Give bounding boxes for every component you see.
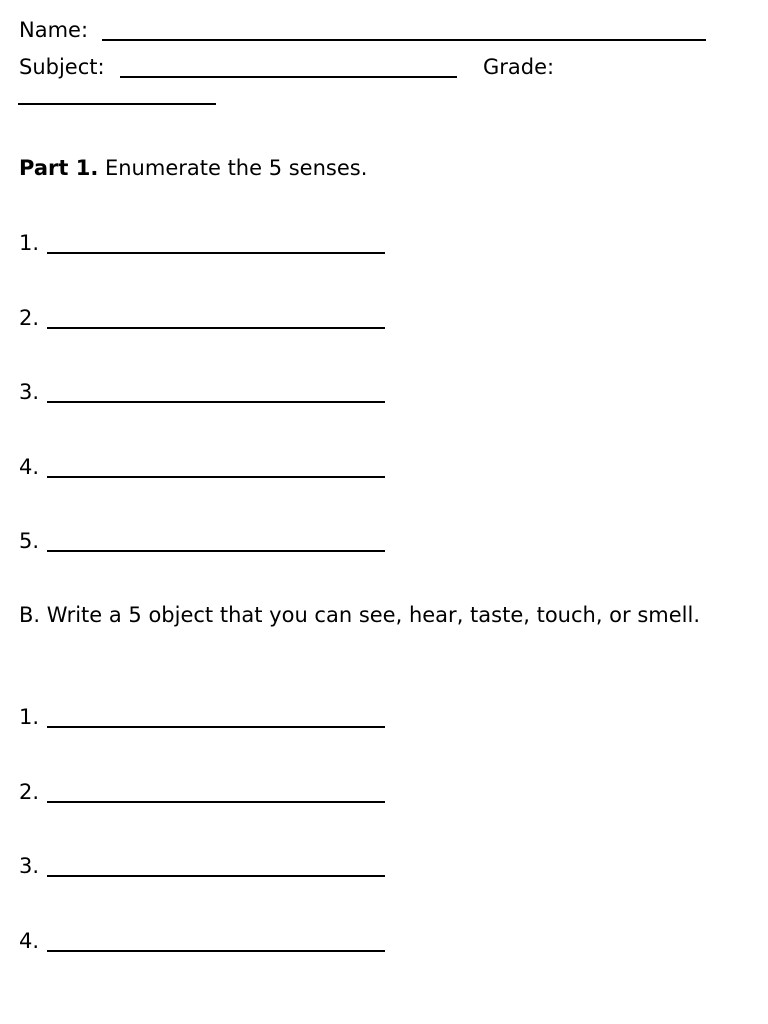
part1-heading-bold: Part 1.: [19, 156, 99, 180]
part1-answer-blank-5[interactable]: [47, 550, 385, 552]
part1-answer-blank-3[interactable]: [47, 401, 385, 403]
part2-item-number: 3.: [19, 854, 40, 878]
part1-answer-blank-1[interactable]: [47, 252, 385, 254]
part2-heading: B. Write a 5 object that you can see, hear, taste, touch, or smell.: [19, 603, 701, 627]
name-blank[interactable]: [102, 39, 706, 41]
part1-item-number: 1.: [19, 231, 40, 255]
part2-answer-blank-3[interactable]: [47, 875, 385, 877]
part2-answer-blank-1[interactable]: [47, 726, 385, 728]
part1-answer-blank-4[interactable]: [47, 476, 385, 478]
part1-answer-blank-2[interactable]: [47, 327, 385, 329]
name-label: Name:: [19, 18, 89, 42]
part1-item-number: 5.: [19, 529, 40, 553]
part2-item-number: 4.: [19, 929, 40, 953]
subject-label: Subject:: [19, 55, 105, 79]
part1-heading-text: Enumerate the 5 senses.: [98, 156, 368, 180]
part1-item-number: 2.: [19, 306, 40, 330]
part1-item-number: 4.: [19, 455, 40, 479]
part2-item-number: 1.: [19, 705, 40, 729]
part2-answer-blank-4[interactable]: [47, 950, 385, 952]
part1-heading: [19, 158, 367, 179]
part1-item-number: 3.: [19, 380, 40, 404]
part2-item-number: 2.: [19, 780, 40, 804]
grade-label: Grade:: [483, 55, 555, 79]
grade-blank[interactable]: [18, 103, 216, 105]
subject-blank[interactable]: [120, 76, 457, 78]
part2-answer-blank-2[interactable]: [47, 801, 385, 803]
